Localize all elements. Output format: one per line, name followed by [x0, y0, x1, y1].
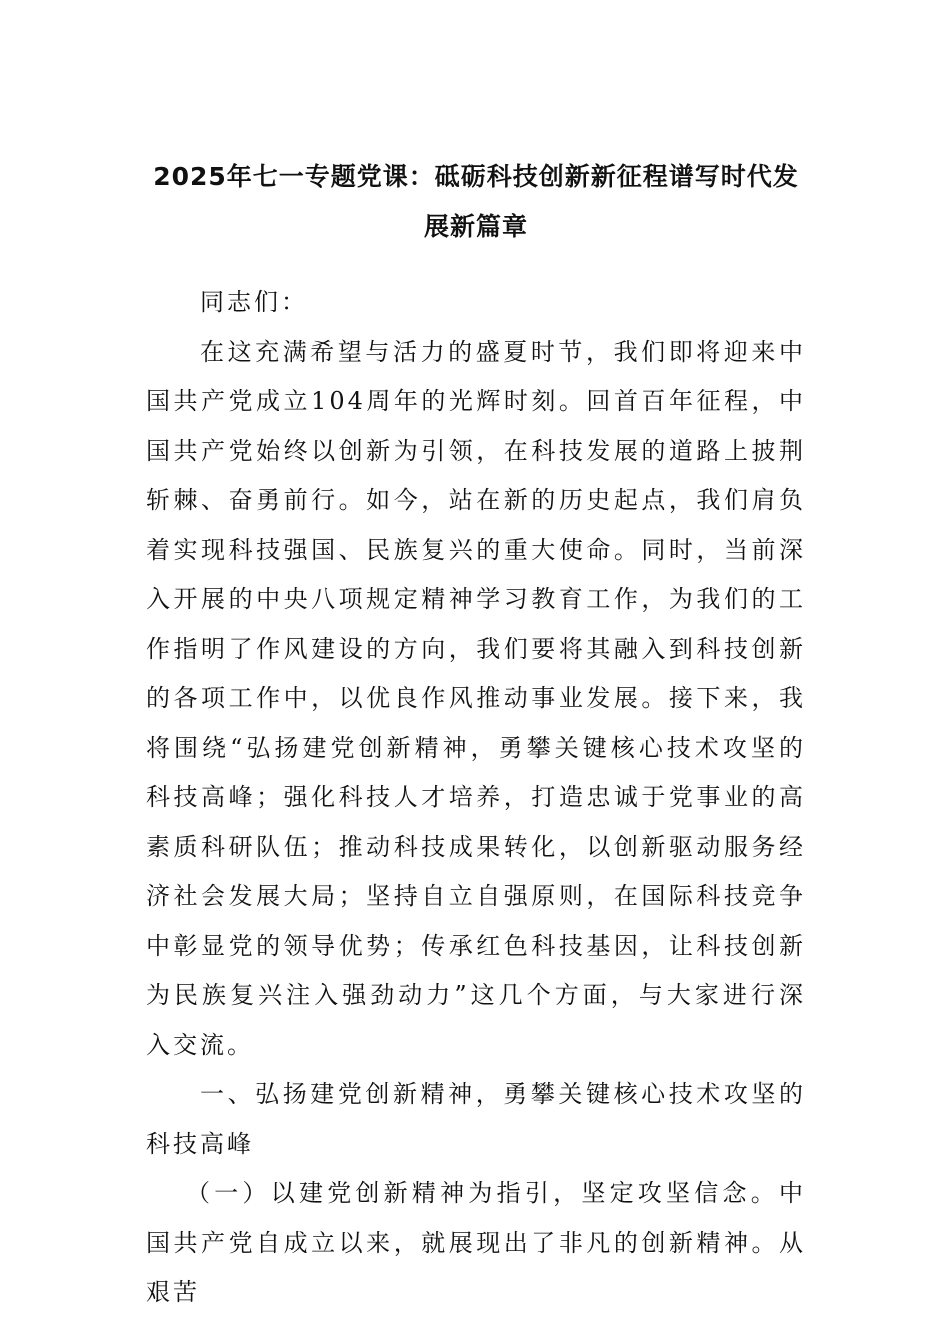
subsection-paragraph-1: （一）以建党创新精神为指引，坚定攻坚信念。中国共产党自成立以来，就展现出了非凡的创新精神。从艰苦 — [146, 1179, 806, 1306]
document-body — [146, 278, 806, 1318]
intro-paragraph: 在这充满希望与活力的盛夏时节，我们即将迎来中国共产党成立104周年的光辉时刻。回首百年征程，中国共产党始终以创新为引领，在科技发展的道路上披荆斩棘、奋勇前行。如今，站在新的历史起点，我们肩负着实现科技强国、民族复兴的重大使命。同时，当前深入开展的中央八项规定精神学习教育工作，为我们的工作指明了作风建设的方向，我们要将其融入到科技创新的各项工作中，以优良作风推动事业发展。接下来，我将围绕“弘扬建党创新精神，勇攀关键核心技术攻坚的科技高峰；强化科技人才培养，打造忠诚于党事业的高素质科研队伍；推动科技成果转化，以创新驱动服务经济社会发展大局；坚持自立自强原则，在国际科技竞争中彰显党的领导优势；传承红色科技基因，让科技创新为民族复兴注入强劲动力”这几个方面，与大家进行深入交流。 — [146, 337, 806, 1059]
section-heading-1: 一、弘扬建党创新精神，勇攀关键核心技术攻坚的科技高峰 — [146, 1080, 806, 1158]
document-title: 2025年七一专题党课：砥砺科技创新新征程谱写时代发展新篇章 — [153, 162, 799, 241]
salutation-paragraph: 同志们： — [200, 288, 308, 316]
